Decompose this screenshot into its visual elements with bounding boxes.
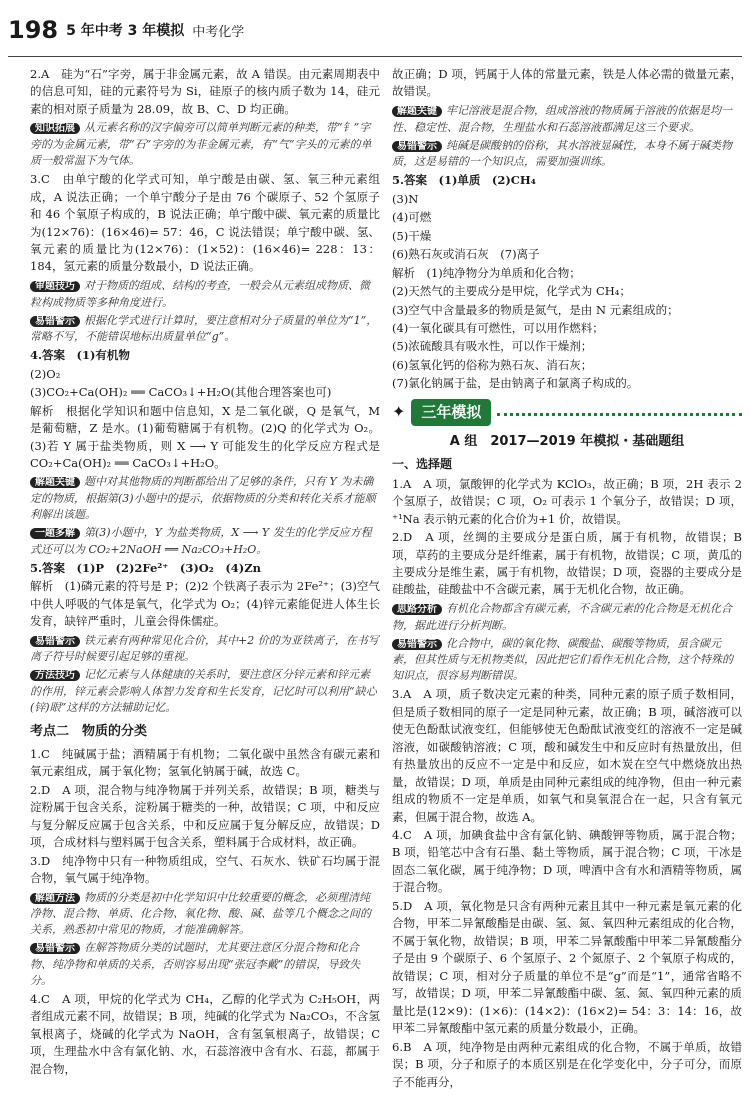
note-block xyxy=(30,120,380,169)
explanation-paragraph: 2.D A 项，丝绸的主要成分是蛋白质，属于有机物，故错误；B 项，草药的主要成分是纤维素，属于有机物，故错误；C 项，黄瓜的主要成分是维生素，属于有机物，故错误；D 项，瓷器的主要成分是硅酸盐，硅酸盐中不含碳元素，属于无机化合物，故正确。 xyxy=(392,530,742,597)
section-heading: 考点二 物质的分类 xyxy=(30,724,148,739)
banner-label: 三年模拟 xyxy=(411,399,491,426)
note-block xyxy=(30,633,380,666)
explanation-paragraph: 1.A A 项，氯酸钾的化学式为 KClO₃，故正确；B 项，2H 表示 2 个氢原子，故错误；C 项，O₂ 可表示 1 个氧分子，故错误；D 项，⁺¹Na 表示钠元素的化合价为+1 价，故错误。 xyxy=(392,476,742,526)
note-tag: 知识拓展 xyxy=(30,123,80,134)
note-tag: 一题多解 xyxy=(30,528,80,539)
note-block xyxy=(392,103,742,136)
page-header xyxy=(8,4,742,56)
note-tag: 易错警示 xyxy=(392,141,442,152)
explanation-paragraph: (4)可燃 xyxy=(392,210,432,225)
note-tag: 易错警示 xyxy=(30,943,80,954)
note-tag: 思路分析 xyxy=(392,604,442,615)
note-text: 根据化学式进行计算时，要注意相对分子质量的单位为“1”，常略不写，不能错误地标出质量单位“g”。 xyxy=(30,313,378,344)
banner-dotted-rule xyxy=(497,413,742,416)
note-text: 牢记溶液是混合物，组成溶液的物质属于溶液的依据是均一性、稳定性、混合物，生理盐水和石蕊溶液都满足这三个要求。 xyxy=(392,103,732,134)
explanation-paragraph: (2)O₂ xyxy=(30,366,61,381)
note-tag: 易错警示 xyxy=(30,316,80,327)
section-banner xyxy=(392,399,742,426)
note-tag: 易错警示 xyxy=(30,636,80,647)
explanation-paragraph: (5)浓硫酸具有吸水性，可以作干燥剂； xyxy=(392,339,593,354)
explanation-paragraph: 4.C A 项，加碘食盐中含有氯化钠、碘酸钾等物质，属于混合物；B 项，铅笔芯中含有石墨、黏土等物质，属于混合物；C 项，干冰是固态二氧化碳，属于纯净物；D 项，啤酒中含有水和酒精等物质，属于混合物。 xyxy=(392,827,742,895)
note-text: 化合物中，碳的氧化物、碳酸盐、碳酸等物质，虽含碳元素，但其性质与无机物类似，因此把它们看作无机化合物，这个特殊的知识点，很容易判断错误。 xyxy=(392,636,733,683)
explanation-paragraph: (3)空气中含量最多的物质是氮气，是由 N 元素组成的； xyxy=(392,302,679,317)
note-tag: 解题关键 xyxy=(392,106,442,117)
explanation-paragraph: 故正确；D 项，钙属于人体的常量元素，铁是人体必需的微量元素，故错误。 xyxy=(392,67,742,99)
note-block xyxy=(30,278,380,311)
note-block xyxy=(392,138,742,171)
explanation-paragraph: 解析 根据化学知识和题中信息知，X 是二氧化碳，Q 是氧气，M 是葡萄糖，Z 是水。(1)葡萄糖属于有机物。(2)Q 的化学式为 O₂。(3)若 Y 属于盐类物质，则 X ⟶ Y 可能发生的化学反应方程式是 CO₂+Ca(OH)₂ ══ CaCO₃↓+H₂O。 xyxy=(30,403,380,470)
note-block xyxy=(392,601,742,634)
subject-label: 中考化学 xyxy=(192,24,245,40)
note-block xyxy=(392,636,742,685)
note-block xyxy=(30,474,380,523)
explanation-paragraph: 解析 (1)磷元素的符号是 P；(2)2 个铁离子表示为 2Fe²⁺；(3)空气中供人呼吸的气体是氧气，化学式为 O₂；(4)锌元素能促进人体生长发育，缺锌严重时，儿童会得侏儒症。 xyxy=(30,579,380,629)
explanation-paragraph: 1.C 纯碱属于盐；酒精属于有机物；二氧化碳中虽然含有碳元素和氧元素组成，属于氧化物；氢氧化钠属于碱，故选 C。 xyxy=(30,746,380,779)
explanation-paragraph: (7)氯化钠属于盐，是由钠离子和氯离子构成的。 xyxy=(392,376,639,391)
note-tag: 解题方法 xyxy=(30,893,80,904)
explanation-paragraph: (3)CO₂+Ca(OH)₂ ══ CaCO₃↓+H₂O(其他合理答案也可) xyxy=(30,385,332,400)
explanation-paragraph: 3.A A 项，质子数决定元素的种类，同种元素的原子质子数相同，但是质子数相同的原子一定是同种元素，故正确；B 项，碱溶液可以使无色酚酞试液变红，但能够使无色酚酞试液变红的溶液不一定是碱溶液，如碳酸钠溶液；C 项，酸和碱发生中和反应时有热量放出，但有热量放出的反应不一定是中和反应，如木炭在空气中燃烧放出热量，故错误；D 项，单质是由同种元素组成的纯净物，但由一种元素组成的物质不一定是单质，如氧气和臭氧混合在一起，只含有氧元素，但属于混合物，故选 A。 xyxy=(392,687,742,824)
note-block xyxy=(30,667,380,716)
explanation-paragraph: 解析 (1)纯净物分为单质和化合物； xyxy=(392,265,581,280)
note-text: 铁元素有两种常见化合价，其中+2 价的为亚铁离子，在书写离子符号时候要引起足够的重视。 xyxy=(30,633,379,664)
explanation-paragraph: 4.C A 项，甲烷的化学式为 CH₄，乙醇的化学式为 C₂H₅OH，两者组成元素不同，故错误；B 项，纯碱的化学式为 Na₂CO₃，不含氢氧根离子，烧碱的化学式为 NaOH，含有氢氧根离子，故错误；C 项，生理盐水中含有氯化钠、水，石蕊溶液中含有水、石蕊，都属于混合物， xyxy=(30,991,380,1076)
explanation-paragraph: 3.C 由单宁酸的化学式可知，单宁酸是由碳、氢、氧三种元素组成，A 说法正确；一个单宁酸分子是由 76 个碳原子、52 个氢原子和 46 个氧原子构成的，B 说法正确；单宁酸中碳、氧元素的质量比为(12×76)：(16×46)= 57：46，C 说法错误；单宁酸中碳、氢、氧元素的质量比为(12×76)：(1×52)：(16×46)= 228：13：184，氢元素的质量分数最小，D 说法正确。 xyxy=(30,172,380,274)
answer-line: 4.答案 (1)有机物 xyxy=(30,348,130,363)
explanation-paragraph: (2)天然气的主要成分是甲烷，化学式为 CH₄； xyxy=(392,284,631,299)
explanation-paragraph: 3.D 纯净物中只有一种物质组成，空气、石灰水、铁矿石均属于混合物，氧气属于纯净物。 xyxy=(30,853,380,886)
note-tag: 审题技巧 xyxy=(30,281,80,292)
explanation-paragraph: 5.D A 项，氧化物是只含有两种元素且其中一种元素是氧元素的化合物，甲苯二异氰酸酯是由碳、氢、氮、氧四种元素组成的化合物，不属于氧化物，故错误；B 项，甲苯二异氰酸酯中甲苯二异氰酸酯分子是由 9 个碳原子、6 个氢原子、2 个氮原子、2 个氧原子构成的，故错误；C 项，相对分子质量的单位不是“g”而是“1”，通常省略不写，故错误；D 项，甲苯二异氰酸酯中碳、氢、氮、氧四种元素的质量比是(12×9)：(1×6)：(14×2)：(16×2)= 54：3：14：16，故甲苯二异氰酸酯中氢元素的质量分数最小，正确。 xyxy=(392,898,742,1036)
note-tag: 易错警示 xyxy=(392,639,442,650)
right-column xyxy=(392,66,742,1110)
explanation-paragraph: 6.B A 项，纯净物是由两种元素组成的化合物，不属于单质，故错误；B 项，分子和原子的本质区别是在化学变化中，分子可分，而原子不能再分， xyxy=(392,1039,742,1089)
note-text: 物质的分类是初中化学知识中比较重要的概念，必须理清纯净物、混合物、单质、化合物、氧化物、酸、碱、盐等几个概念之间的关系，熟悉初中常见的物质，才能准确解答。 xyxy=(30,890,371,937)
note-tag: 解题关键 xyxy=(30,477,80,488)
note-text: 纯碱是碳酸钠的俗称，其水溶液显碱性，本身不属于碱类物质，这是易错的一个知识点，需要加强训练。 xyxy=(392,138,732,169)
answer-line: 5.答案 (1)单质 (2)CH₄ xyxy=(392,173,536,188)
left-column xyxy=(30,66,380,1110)
header-rule xyxy=(8,56,742,57)
explanation-paragraph: 2.D A 项，混合物与纯净物属于并列关系，故错误；B 项，糖类与淀粉属于包含关系，淀粉属于糖类的一种，故错误；C 项，中和反应与复分解反应属于包含关系，中和反应属于复分解反应，故错误；D 项，合成材料与塑料属于包含关系，塑料属于合成材料，故正确。 xyxy=(30,782,380,850)
explanation-paragraph: 2.A 硅为“石”字旁，属于非金属元素，故 A 错误。由元素周期表中的信息可知，硅的元素符号为 Si，硅原子的核内质子数为 14，硅元素的相对原子质量为 28.09，故 B、C、D 均正确。 xyxy=(30,67,380,116)
note-tag: 方法技巧 xyxy=(30,670,80,681)
group-title: A 组 2017—2019 年模拟・基础题组 xyxy=(449,433,685,449)
explanation-paragraph: (5)干燥 xyxy=(392,228,432,243)
explanation-paragraph: (4)一氧化碳具有可燃性，可以用作燃料； xyxy=(392,320,604,335)
sub-heading: 一、选择题 xyxy=(392,457,453,472)
note-text: 第(3)小题中，Y 为盐类物质，X ⟶ Y 发生的化学反应方程式还可以为 CO₂+2NaOH ══ Na₂CO₃+H₂O。 xyxy=(30,526,372,556)
page-number: 198 xyxy=(8,16,59,44)
answer-line: 5.答案 (1)P (2)2Fe²⁺ (3)O₂ (4)Zn xyxy=(30,560,261,575)
explanation-paragraph: (6)熟石灰或消石灰 (7)离子 xyxy=(392,247,540,262)
note-text: 对于物质的组成、结构的考查，一般会从元素组成物质、微粒构成物质等多种角度进行。 xyxy=(30,278,370,309)
note-block xyxy=(30,313,380,346)
note-text: 在解答物质分类的试题时，尤其要注意区分混合物和化合物、纯净物和单质的关系，否则容易出现“张冠李戴”的错误，导致失分。 xyxy=(30,941,361,987)
explanation-paragraph: (6)氢氧化钙的俗称为熟石灰、消石灰； xyxy=(392,357,593,372)
note-text: 从元素名称的汉字偏旁可以简单判断元素的种类，带“钅”字旁的为金属元素，带“石”字旁的为非金属元素，有“气”字头的元素的单质一般常温下为气体。 xyxy=(30,121,372,168)
note-text: 记忆元素与人体健康的关系时，要注意区分锌元素和锌元素的作用，锌元素会影响人体智力发育和生长发育，记忆时可以利用“缺心(锌)眼”这样的方法辅助记忆。 xyxy=(30,668,377,714)
book-title: 5 年中考 3 年模拟 xyxy=(66,23,185,39)
note-text: 题中对其他物质的判断都给出了足够的条件，只有 Y 为未确定的物质，根据第(3)小题中的提示，依据物质的分类和转化关系才能顺利解出该题。 xyxy=(30,475,376,522)
ribbon-icon: ✦ xyxy=(392,402,406,422)
note-block xyxy=(30,890,380,939)
note-text: 有机化合物都含有碳元素，不含碳元素的化合物是无机化合物，据此进行分析判断。 xyxy=(392,601,732,632)
explanation-paragraph: (3)N xyxy=(392,191,419,206)
note-block xyxy=(30,525,380,558)
note-block xyxy=(30,940,380,989)
